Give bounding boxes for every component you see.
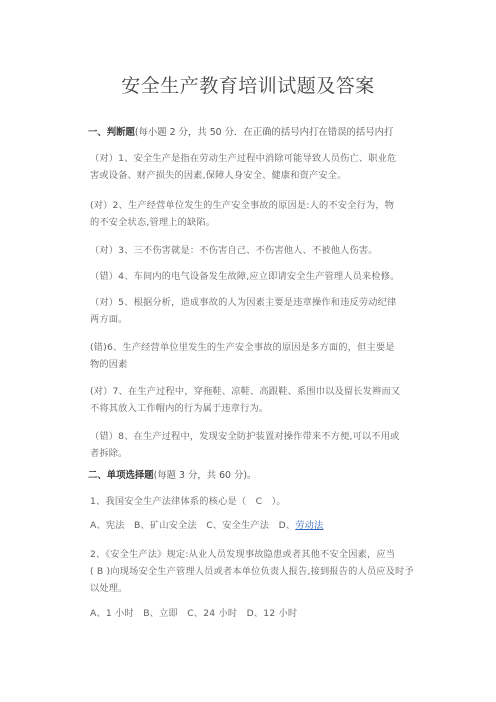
document-title: 安全生产教育培训试题及答案 <box>121 75 375 97</box>
judgment-item <box>88 242 428 259</box>
question-stem <box>90 546 428 597</box>
judgment-line: (对）7、在生产过程中，穿拖鞋、凉鞋、高跟鞋、系围巾以及留长发辫而又 <box>90 386 401 397</box>
judgment-item <box>88 268 428 285</box>
judgment-line: （对）1、安全生产是指在劳动生产过程中消除可能导致人员伤亡、职业危 <box>90 153 397 164</box>
question-options: A、1 小时 B、立即 C、24 小时 D、12 小时 <box>90 608 298 619</box>
section-note: (每小题 2 分，共 50 分．在正确的括号内打在错误的括号内打 <box>134 127 394 138</box>
judgment-line: 物的因素 <box>90 359 128 370</box>
options-text: A、宪法 B、矿山安全法 C、安全生产法 D、 <box>90 520 296 531</box>
judgment-item <box>88 294 428 328</box>
judgment-line: （错）8、在生产过程中，发现安全防护装置对操作带来不方便,可以不用或 <box>90 431 400 442</box>
section-heading-judgment <box>88 124 428 141</box>
judgment-line: 的不安全状态,管理上的缺陷。 <box>90 217 216 228</box>
section-note: (每题 3 分，共 60 分)。 <box>153 470 257 481</box>
section-title: 一、判断题 <box>88 127 135 138</box>
judgment-line: （对）3、三不伤害就是：不伤害自己、不伤害他人、不被他人伤害。 <box>90 245 378 256</box>
question-stem: 1、我国安全生产法律体系的核心是（ C ）。 <box>90 496 286 507</box>
judgment-item <box>88 197 428 231</box>
option-link[interactable]: 劳动法 <box>295 520 324 531</box>
section-title: 二、单项选择题 <box>88 470 154 481</box>
judgment-line: (错)6、生产经营单位里发生的生产安全事故的原因是多方面的，但主要是 <box>90 342 395 353</box>
section-heading-choice <box>88 467 428 484</box>
judgment-line: (对）2、生产经营单位发生的生产安全事故的原因是:人的不安全行为，物 <box>90 200 395 211</box>
judgment-item <box>88 383 428 417</box>
judgment-line: （对）5、根据分析，造成事故的人为因素主要是违章操作和违反劳动纪律 <box>90 297 397 308</box>
judgment-item <box>88 150 428 184</box>
judgment-line: 不将其放入工作帽内的行为属于违章行为。 <box>90 403 269 414</box>
judgment-line: 害或设备、财产损失的因素,保障人身安全、健康和资产安全。 <box>90 170 347 181</box>
judgment-item <box>88 339 428 373</box>
question-line: 以处理。 <box>90 583 128 594</box>
question-line: 2、《安全生产法》规定:从业人员发现事故隐患或者其他不安全因素，应当 <box>90 549 396 560</box>
judgment-item <box>88 428 428 462</box>
judgment-line: 者拆除。 <box>90 448 128 459</box>
judgment-line: （错）4、车间内的电气设备发生故障,应立即请安全生产管理人员来检修。 <box>90 271 400 282</box>
question-line: ( B )向现场安全生产管理人员或者本单位负责人报告,接到报告的人员应及时予 <box>90 566 414 577</box>
question-options <box>90 517 428 534</box>
judgment-line: 两方面。 <box>90 314 128 325</box>
